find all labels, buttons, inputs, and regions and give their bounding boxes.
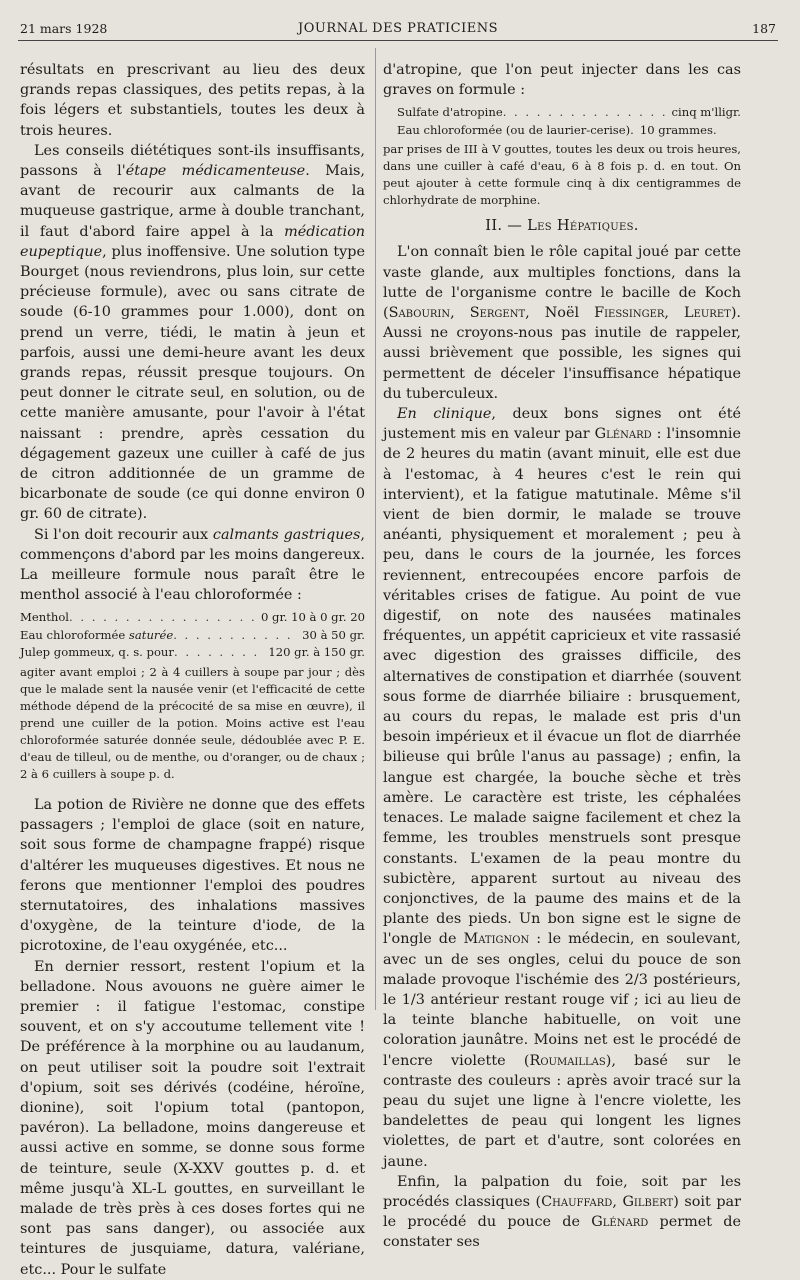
- paragraph: Enfin, la palpation du foie, soit par les procédés classiques (Chauffard, Gilbert) soit par le procédé du pouce de Glénard permet de constater ses: [383, 1173, 742, 1251]
- paragraph: Les conseils diététiques sont-ils insuffisants, passons à l'étape médicamenteuse. Mais, avant de recourir aux calmants de la muqueuse gastrique, arme à double tranchant, il faut d'abord faire appel à la médication eupeptique, plus inoffensive. Une solution type Bourget (nous reviendrons, plus loin, sur cette précieuse formule), avec ou sans citrate de soude (6-10 grammes pour 1.000), dont on prend un verre, tiédi, le matin à jeun et parfois, aussi une demi-heure avant les deux grands repas, réussit presque toujours. On peut donner le citrate seul, en solution, ou de cette manière amusante, pour l'avoir à l'état naissant : prendre, après cessation du dégagement gazeux une cuiller à café de jus de citron additionnée de un gramme de bicarbonate de soude (ce qui donne environ 0 gr. 60 de citrate).: [20, 142, 366, 523]
- paragraph: L'on connaît bien le rôle capital joué par cette vaste glande, aux multiples fonctions, dans la lutte de l'organisme contre le bacille de Koch (Sabourin, Sergent, Noël Fiessinger, Leuret). Aussi ne croyons-nous pas inutile de rappeler, aussi brièvement que possible, les signes qui permettent de déceler l'insuffisance hépatique du tuberculeux.: [383, 244, 742, 402]
- prescription-atropine: [383, 104, 741, 139]
- prescription-note: agiter avant emploi ; 2 à 4 cuillers à soupe par jour ; dès que le malade sent la nausée venir (et l'efficacité de cette méthode dépend de la précocité de sa mise en œuvre), il prend une cuiller de la potion. Moins active est l'eau chloroformée saturée donnée seule, dédoublée avec P. E. d'eau de tilleul, ou de menthe, ou d'oranger, ou de chaux ; 2 à 6 cuillers à soupe p. d.: [20, 664, 365, 781]
- running-header: [20, 21, 776, 41]
- paragraph: En dernier ressort, restent l'opium et la belladone. Nous avouons ne guère aimer le premier : il fatigue l'estomac, constipe souvent, et on s'y accoutume tellement vite ! De préférence à la morphine ou au laudanum, on peut utiliser soit la poudre soit l'extrait d'opium, soit ses dérivés (codéine, héroïne, dionine), soit l'opium total (pantopon, pavéron). La belladone, moins dangereuse et aussi active en somme, se donne sous forme de teinture, seule (X-XXV gouttes p. d. et même jusqu'à XL-L gouttes, en surveillant le malade de très près à ces doses fortes qui ne sont pas sans danger), ou associée aux teintures de jusquiame, datura, valériane, etc... Pour le sulfate: [20, 958, 365, 1278]
- right-column: [383, 60, 741, 1253]
- section-heading: II. — Les Hépatiques.: [485, 217, 639, 235]
- prescription-line: Eau chloroformée saturée . . . 30 à 50 gr.: [20, 627, 365, 645]
- paragraph: Si l'on doit recourir aux calmants gastriques, commençons d'abord par les moins dangereux. La meilleure formule nous paraît être le menthol associé à l'eau chloroformée :: [20, 526, 365, 604]
- prescription-line: Sulfate d'atropine . . . cinq m'lligr.: [397, 104, 741, 122]
- prescription-line: Julep gommeux, q. s. pour . . . 120 gr. à 150 gr.: [20, 644, 365, 662]
- issue-date: 21 mars 1928: [20, 21, 108, 36]
- page-number: 187: [752, 21, 776, 36]
- header-rule: [18, 40, 778, 41]
- prescription-line: Menthol . . . 0 gr. 10 à 0 gr. 20: [20, 609, 365, 627]
- prescription-line: Eau chloroformée (ou de laurier-cerise). 10 grammes.: [397, 122, 717, 137]
- left-column: [20, 60, 365, 1280]
- paragraph: résultats en prescrivant au lieu des deux grands repas classiques, des petits repas, à la fois légers et substantiels, toutes les deux à trois heures.: [20, 62, 365, 139]
- paragraph: En clinique, deux bons signes ont été justement mis en valeur par Glénard : l'insomnie de 2 heures du matin (avant minuit, elle est due à l'estomac, à 4 heures c'est le rein qui intervient), et la fatigue matutinale. Même s'il vient de bien dormir, le malade se trouve anéanti, physiquement et moralement ; peu à peu, dans le cours de la journée, les forces reviennent, entrecoupées encore parfois de véritables crises de fatigue. Au point de vue digestif, on note des nausées matinales fréquentes, un appétit capricieux et vite rassasié avec digestion des graisses difficile, des alternatives de constipation et diarrhée (souvent sous forme de diarrhée biliaire : brusquement, au cours du repas, le malade est pris d'un besoin impérieux et il évacue un flot de diarrhée bilieuse qui brûle l'anus au passage) ; enfin, la langue est chargée, la bouche sèche et très amère. Le caractère est triste, les céphalées tenaces. Le malade saigne facilement et chez la femme, les troubles menstruels sont presque constants. L'examen de la peau montre du subictère, apparent surtout au niveau des conjonctives, de la paume des mains et de la plante des pieds. Un bon signe est le signe de l'ongle de Matignon : le médecin, en soulevant, avec un de ses ongles, celui du pouce de son malade provoque l'ischémie des 2/3 postérieurs, le 1/3 antérieur restant rouge vif ; ici au lieu de la teinte blanche habituelle, on voit une coloration jaunâtre. Moins net est le procédé de l'encre violette (Roumaillas), basé sur le contraste des couleurs : après avoir tracé sur la peau du sujet une ligne à l'encre violette, les bandelettes de peau qui longent les lignes violettes, de part et d'autre, sont colorées en jaune.: [383, 406, 741, 1170]
- paragraph: d'atropine, que l'on peut injecter dans les cas graves on formule :: [383, 62, 741, 99]
- journal-title: JOURNAL DES PRATICIENS: [298, 21, 498, 36]
- column-divider: [375, 48, 376, 1010]
- prescription-menthol: [20, 609, 365, 662]
- prescription-note: par prises de III à V gouttes, toutes les deux ou trois heures, dans une cuiller à café d'eau, 6 à 8 fois p. d. en tout. On peut ajouter à cette formule cinq à dix centigrammes de chlorhydrate de morphine.: [383, 142, 741, 208]
- paragraph: La potion de Rivière ne donne que des effets passagers ; l'emploi de glace (soit en nature, soit sous forme de champagne frappé) risque d'altérer les muqueuses digestives. Et nous ne ferons que mentionner l'emploi des poudres sternutatoires, des inhalations massives d'oxygène, de la teinture d'iode, de la picrotoxine, de l'eau oxygénée, etc...: [20, 796, 365, 955]
